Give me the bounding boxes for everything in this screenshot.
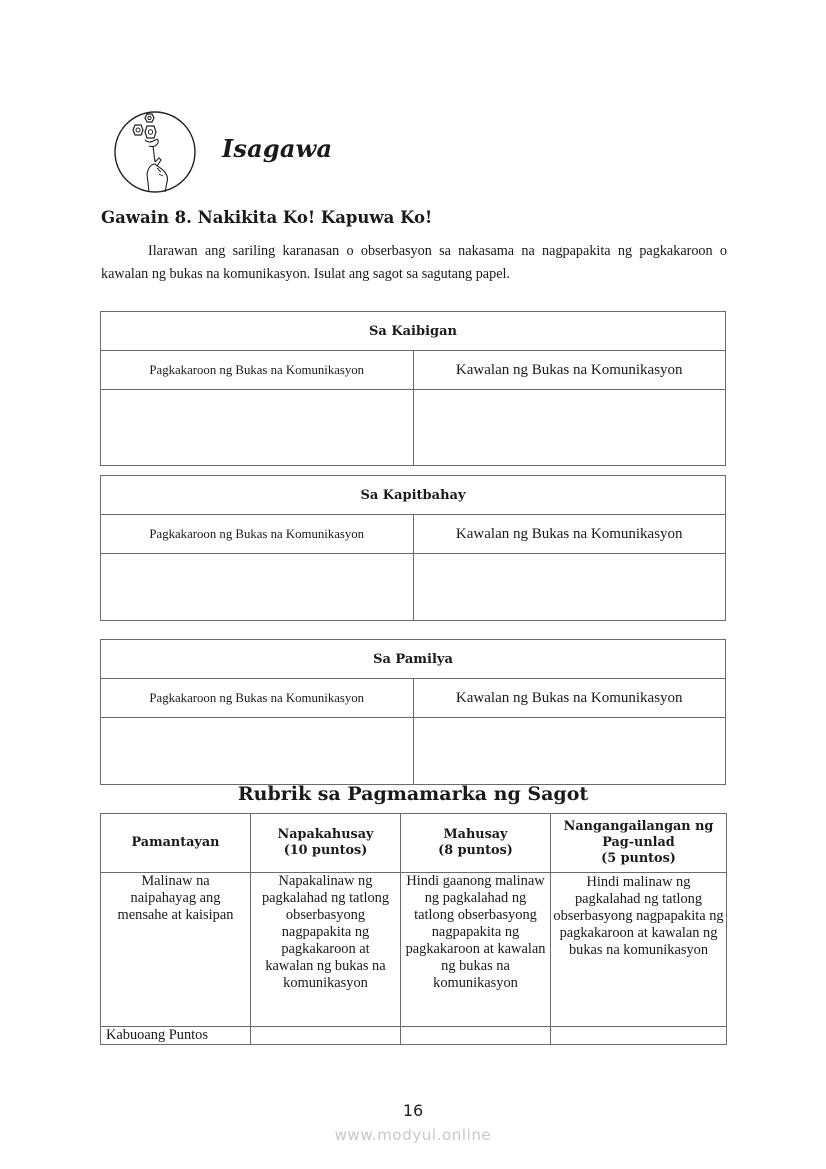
observation-table-kaibigan [100, 311, 726, 466]
column-header-pagkakaroon: Pagkakaroon ng Bukas na Komunikasyon [101, 679, 414, 718]
answer-cell-kawalan[interactable] [413, 554, 726, 621]
answer-cell-pagkakaroon[interactable] [101, 718, 414, 785]
total-label: Kabuoang Puntos [101, 1027, 251, 1045]
instructions-text: Ilarawan ang sariling karanasan o obserbasyon sa nakasama na nagpapakita ng pagkakaroon o kawalan ng bukas na komunikasyon. Isulat ang sagot sa sagutang papel. [101, 243, 727, 282]
rubric-header-napakahusay: Napakahusay (10 puntos) [251, 814, 401, 873]
observation-table-kapitbahay [100, 475, 726, 621]
table-row [101, 1027, 727, 1045]
observation-table-pamilya [100, 639, 726, 785]
rubric-cell-mahusay: Hindi gaanong malinaw ng pagkalahad ng tatlong obserbasyong nagpapakita ng pagkakaroon at kawalan ng bukas na komunikasyon [401, 873, 551, 1027]
rubric-table [100, 813, 727, 1045]
activity-instructions [101, 240, 727, 285]
watermark: www.modyul.online [334, 1126, 492, 1144]
activity-title: Gawain 8. Nakikita Ko! Kapuwa Ko! [101, 208, 433, 227]
rubric-header-nangangailangan: Nangangailangan ng Pag-unlad (5 puntos) [551, 814, 727, 873]
rubric-title: Rubrik sa Pagmamarka ng Sagot [237, 783, 589, 805]
table-title: Sa Kapitbahay [101, 476, 726, 515]
answer-cell-kawalan[interactable] [413, 390, 726, 466]
rubric-cell-napakahusay: Napakalinaw ng pagkalahad ng tatlong obserbasyong nagpapakita ng pagkakaroon at kawalan ng bukas na komunikasyon [251, 873, 401, 1027]
page-number: 16 [402, 1101, 424, 1120]
answer-cell-pagkakaroon[interactable] [101, 390, 414, 466]
column-header-kawalan: Kawalan ng Bukas na Komunikasyon [413, 679, 726, 718]
answer-cell-pagkakaroon[interactable] [101, 554, 414, 621]
rubric-header-mahusay: Mahusay (8 puntos) [401, 814, 551, 873]
total-cell-mahusay[interactable] [401, 1027, 551, 1045]
column-header-pagkakaroon: Pagkakaroon ng Bukas na Komunikasyon [101, 515, 414, 554]
rubric-criterion: Malinaw na naipahayag ang mensahe at kaisipan [101, 873, 251, 1027]
table-title: Sa Kaibigan [101, 312, 726, 351]
hand-holding-nuts-icon [113, 110, 197, 194]
rubric-cell-nangangailangan: Hindi malinaw ng pagkalahad ng tatlong obserbasyong nagpapakita ng pagkakaroon at kawalan ng bukas na komunikasyon [551, 873, 727, 1027]
answer-cell-kawalan[interactable] [413, 718, 726, 785]
total-cell-napakahusay[interactable] [251, 1027, 401, 1045]
rubric-header-pamantayan: Pamantayan [101, 814, 251, 873]
column-header-kawalan: Kawalan ng Bukas na Komunikasyon [413, 515, 726, 554]
column-header-pagkakaroon: Pagkakaroon ng Bukas na Komunikasyon [101, 351, 414, 390]
column-header-kawalan: Kawalan ng Bukas na Komunikasyon [413, 351, 726, 390]
total-cell-nangangailangan[interactable] [551, 1027, 727, 1045]
table-title: Sa Pamilya [101, 640, 726, 679]
section-title: Isagawa [222, 134, 333, 163]
table-row [101, 873, 727, 1027]
